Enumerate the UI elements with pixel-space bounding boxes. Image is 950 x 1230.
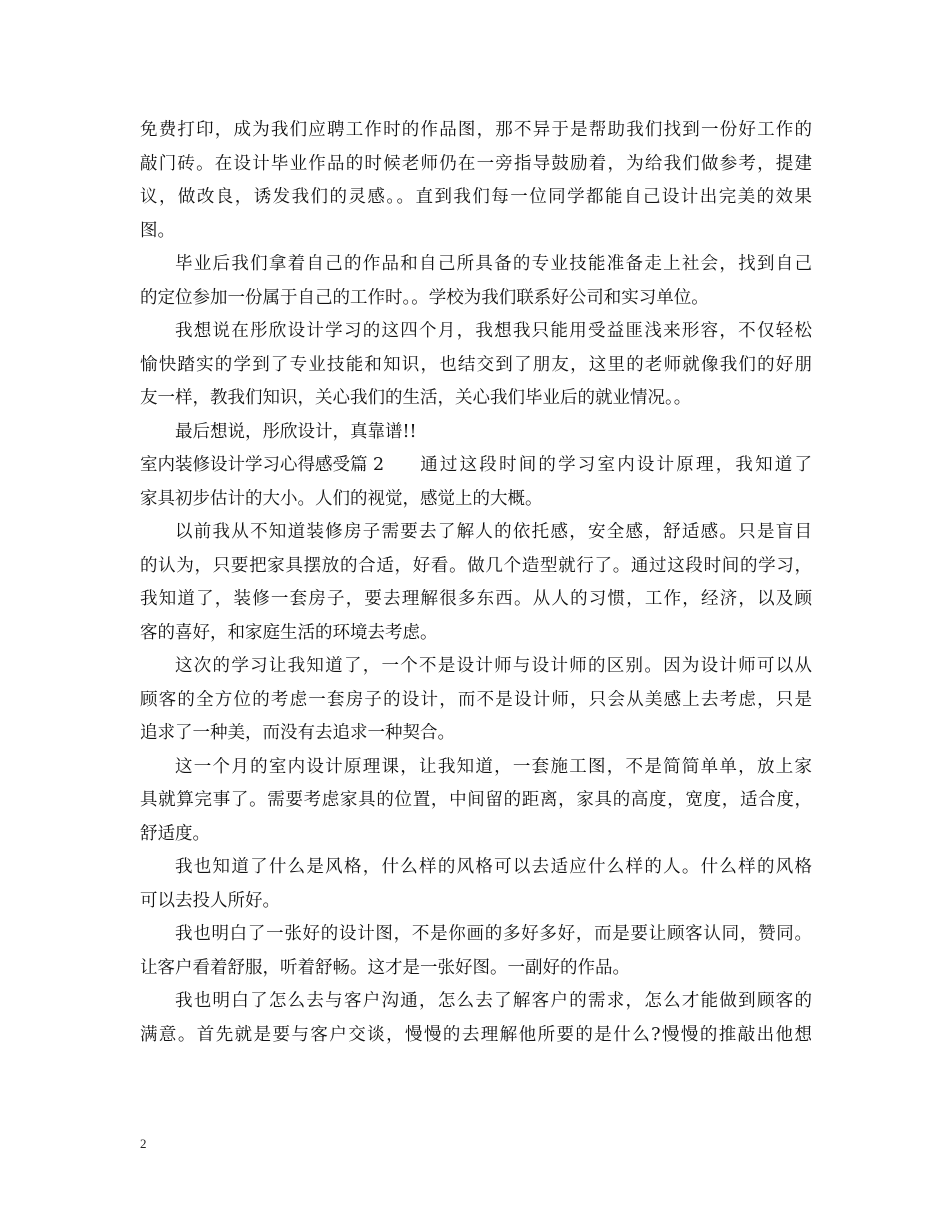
text-line: 通过这段时间的学习室内设计原理，我知道了 <box>420 455 812 475</box>
text-line: 的认为，只要把家具摆放的合适，好看。做几个造型就行了。通过这段时间的学习， <box>140 555 812 576</box>
text-line: 议，做改良，诱发我们的灵感。。直到我们每一位同学都能自己设计出完美的效果 <box>140 187 812 207</box>
text-line: 具就算完事了。需要考虑家具的位置，中间留的距离，家具的高度，宽度，适合度， <box>140 790 812 810</box>
text-line: 免费打印，成为我们应聘工作时的作品图，那不异于是帮助我们找到一份好工作的 <box>140 120 812 140</box>
text-line: 我也知道了什么是风格，什么样的风格可以去适应什么样的人。什么样的风格 <box>175 857 812 877</box>
page-number: 2 <box>140 1136 147 1151</box>
section-heading: 室内装修设计学习心得感受篇 2 <box>140 455 385 475</box>
text-line: 舒适度。 <box>140 823 210 844</box>
text-line: 我也明白了怎么去与客户沟通，怎么去了解客户的需求，怎么才能做到顾客的 <box>175 991 812 1011</box>
text-line: 愉快踏实的学到了专业技能和知识，也结交到了朋友，这里的老师就像我们的好朋 <box>140 354 812 375</box>
section-heading-line <box>140 449 812 483</box>
text-line: 图。 <box>140 220 175 241</box>
text-line: 满意。首先就是要与客户交谈，慢慢的去理解他所要的是什么?慢慢的推敲出他想 <box>140 1024 812 1045</box>
text-line: 毕业后我们拿着自己的作品和自己所具备的专业技能准备走上社会，找到自己 <box>175 254 812 274</box>
document-body <box>140 114 812 1052</box>
text-line: 我也明白了一张好的设计图，不是你画的多好多好，而是要让顾客认同，赞同。 <box>175 924 812 944</box>
text-line: 家具初步估计的大小。人们的视觉，感觉上的大概。 <box>140 488 543 509</box>
text-line: 可以去投人所好。 <box>140 890 280 911</box>
text-line: 让客户看着舒服，听着舒畅。这才是一张好图。一副好的作品。 <box>140 957 630 978</box>
text-line: 追求了一种美，而没有去追求一种契合。 <box>140 723 455 743</box>
text-line: 敲门砖。在设计毕业作品的时候老师仍在一旁指导鼓励着，为给我们做参考，提建 <box>140 153 812 174</box>
text-line: 客的喜好，和家庭生活的环境去考虑。 <box>140 622 438 643</box>
text-line: 我想说在彤欣设计学习的这四个月，我想我只能用受益匪浅来形容，不仅轻松 <box>175 321 812 341</box>
text-line: 这次的学习让我知道了，一个不是设计师与设计师的区别。因为设计师可以从 <box>175 656 812 676</box>
text-line: 顾客的全方位的考虑一套房子的设计，而不是设计师，只会从美感上去考虑，只是 <box>140 689 812 710</box>
text-line: 最后想说，彤欣设计，真靠谱!! <box>175 421 417 442</box>
text-line: 以前我从不知道装修房子需要去了解人的依托感，安全感，舒适感。只是盲目 <box>175 522 812 542</box>
text-line: 的定位参加一份属于自己的工作时。。学校为我们联系好公司和实习单位。 <box>140 287 709 308</box>
text-line: 友一样，教我们知识，关心我们的生活，关心我们毕业后的就业情况。。 <box>140 388 692 408</box>
text-line: 我知道了，装修一套房子，要去理解很多东西。从人的习惯，工作，经济，以及顾 <box>140 589 812 609</box>
text-line: 这一个月的室内设计原理课，让我知道，一套施工图，不是简简单单，放上家 <box>175 756 812 777</box>
